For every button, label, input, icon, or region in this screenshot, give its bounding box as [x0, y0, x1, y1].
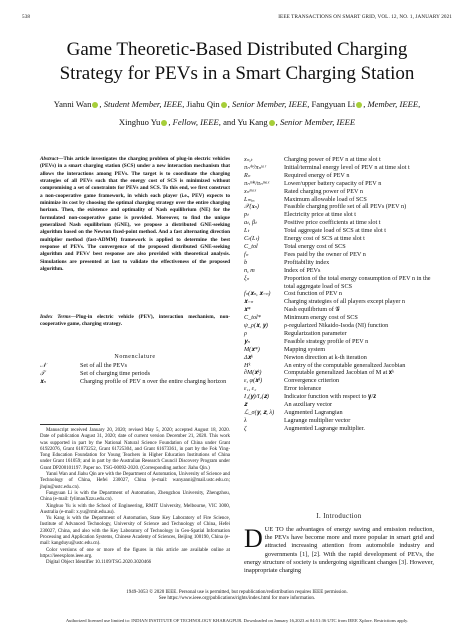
nomenclature-row [244, 425, 434, 433]
nomenclature-symbol: C_tol* [244, 314, 261, 322]
nomenclature-row [244, 330, 434, 338]
nomenclature-heading: Nomenclature [114, 354, 156, 360]
footnote-paragraph: Xinghuo Yu is with the School of Engineering, RMIT University, Melbourne, VIC 3000, Australia (e-mail: x.yu@rmit.edu.au). [40, 503, 230, 515]
nomenclature-symbol: 𝒯 [40, 370, 45, 377]
nomenclature-definition: Index of PEVs [284, 266, 321, 274]
nomenclature-definition: Error tolerance [284, 385, 322, 393]
nomenclature-definition: Charging profile of PEV n over the entire charging horizon [80, 378, 227, 385]
nomenclature-symbol: Lₜ [244, 227, 250, 235]
nomenclature-symbol: M(𝐱*) [244, 345, 260, 353]
orcid-icon[interactable] [269, 120, 275, 126]
orcid-icon[interactable] [356, 102, 362, 108]
nomenclature-row [244, 267, 434, 275]
nomenclature-definition: An auxiliary vector [284, 401, 333, 409]
nomenclature-row [244, 164, 434, 172]
nomenclature-row [244, 290, 434, 298]
nomenclature-definition: Cost function of PEV n [284, 290, 342, 298]
title-line-2: Strategy for PEVs in a Smart Charging Station [59, 63, 415, 84]
nomenclature-symbol: 𝐳 [244, 401, 248, 409]
author-line-2: Xinghuo Yu , Fellow, IEEE, and Yu Kang , Senior Member, IEEE [118, 117, 356, 127]
nomenclature-row [244, 401, 434, 409]
nomenclature-symbol: I₁(𝐲)/I₂(𝐳) [244, 393, 269, 401]
nomenclature-symbol: xₙᵐᵃˣ [244, 187, 257, 195]
nomenclature-row [244, 227, 434, 235]
nomenclature-symbol: ℒ_σ(𝐲, 𝐳, λ) [244, 409, 275, 416]
abstract-text: This article investigates the charging problem of plug-in electric vehicles (PEVs) in a smart charging station (SCS) under a new interaction mechanism that allows the interactions among PEVs. The target is to coordinate the charging strategies of all PEVs such that the energy cost of SCS is minimized without compromising a set of constraints for PEVs and SCS. To this end, we first construct a non-cooperative game framework, in which each player (i.e., PEV) expects to minimize its cost by choosing the optimal charging strategy over the entire charging horizon. Then, the existence and optimality of Nash equilibrium (NE) for the formulated non-cooperative game is provided. Moreover, to find the unique generalized Nash equilibrium (GNE), we propose a distributed GNE-seeking algorithm based on the Newton fixed-point method. And a fast alternating direction multiplier method (fast-ADMM) framework is applied to determine the best response of PEVs. The convergence of the proposed distributed GNE-seeking algorithm and PEVs' best response are also provided with theoretical analysis. Simulations are presented at last to validate the effectiveness of the proposed algorithm. [40, 156, 230, 273]
nomenclature-left [40, 362, 230, 386]
separator: , [182, 99, 187, 109]
license-notice: Authorized licensed use limited to: INDIAN INSTITUTE OF TECHNOLOGY KHARAGPUR. Downloaded on January 16,2023 at 04:51:36 UTC from IEEE Xplore. Restrictions apply. [65, 618, 409, 623]
nomenclature-definition: Set of all the PEVs [80, 362, 128, 369]
author-line-1: Yanni Wan , Student Member, IEEE, Jiahu Qin , Senior Member, IEEE, Fangyuan Li , Member, IEEE, [53, 99, 421, 109]
nomenclature-symbol: Cₜ(Lₜ) [244, 235, 260, 243]
footnote-paragraph: Digital Object Identifier 10.1109/TSG.2020.3020466 [46, 560, 152, 566]
nomenclature-row [40, 370, 230, 378]
nomenclature-symbol: 𝒩 [40, 362, 46, 369]
nomenclature-symbol: Δ𝐱ᵏ [244, 353, 253, 361]
nomenclature-row [244, 393, 434, 401]
nomenclature-definition: Indicator function with respect to 𝐲/𝐳 [284, 393, 377, 401]
nomenclature-symbol: 𝐱₋ₙ [244, 298, 254, 306]
nomenclature-definition: ρ-regularized Nikaido-Isoda (NI) function [284, 322, 389, 330]
nomenclature-symbol: n, m [244, 266, 255, 274]
nomenclature-row [244, 369, 434, 377]
nomenclature-row [244, 306, 434, 314]
nomenclature-row [244, 298, 434, 306]
nomenclature-definition: Positive price coefficients at time slot t [284, 219, 381, 227]
author-role: Fellow, IEEE [172, 117, 219, 127]
footnote-paragraph: Fangyuan Li is with the Department of Automation, Zhengzhou University, Zhengzhou, China (e-mail: fylimaoXzzu.edu.cn). [40, 490, 230, 503]
separator: , and [218, 117, 238, 127]
nomenclature-row [244, 172, 434, 180]
nomenclature-symbol: fₙ [244, 250, 249, 258]
nomenclature-row [40, 362, 230, 370]
section-heading-introduction: I. Introduction [316, 513, 362, 520]
nomenclature-row [244, 235, 434, 243]
nomenclature-row [244, 219, 434, 227]
nomenclature-symbol: πₙⁱⁿⁱ/πₙᵗᵃʳ [244, 163, 266, 171]
author-role: Member, IEEE [367, 99, 419, 109]
author-name: Jiahu Qin [186, 99, 220, 109]
nomenclature-symbol: C_tol [244, 242, 258, 250]
orcid-icon[interactable] [221, 102, 227, 108]
nomenclature-definition: Augmented Lagrange multiplier. [284, 424, 365, 432]
nomenclature-row [244, 314, 434, 322]
nomenclature-row [244, 188, 434, 196]
nomenclature-symbol: 𝐱* [244, 306, 251, 314]
orcid-icon[interactable] [161, 120, 167, 126]
footnote-divider [40, 424, 100, 425]
nomenclature-row [244, 275, 434, 291]
nomenclature-symbol: ζ [244, 424, 247, 432]
nomenclature-definition: Profitability index [284, 258, 330, 266]
nomenclature-definition: Set of charging time periods [80, 370, 150, 377]
nomenclature-definition: Energy cost of SCS at time slot t [284, 235, 365, 243]
nomenclature-definition: Feasible strategy profile of PEV n [284, 337, 369, 345]
author-name: Xinghuo Yu [118, 117, 161, 127]
nomenclature-row [40, 378, 230, 386]
copyright-line-2[interactable]: See https://www.ieee.org/publications/rights/index.html for more information. [158, 596, 316, 602]
nomenclature-row [244, 243, 434, 251]
index-terms-text: Plug-in electric vehicle (PEV), interaction mechanism, non-cooperative game, charging strategy. [40, 314, 230, 328]
nomenclature-row [244, 417, 434, 425]
nomenclature-definition: Charging power of PEV n at time slot t [284, 156, 381, 163]
nomenclature-definition: Electricity price at time slot t [284, 211, 356, 219]
nomenclature-definition: Minimum energy cost of SCS [284, 314, 358, 322]
nomenclature-symbol: 𝐲ₙ [244, 337, 250, 345]
nomenclature-symbol: λ [244, 416, 247, 424]
introduction-text [244, 526, 434, 575]
nomenclature-row [244, 322, 434, 330]
nomenclature-row [244, 362, 434, 370]
nomenclature-row [244, 377, 434, 385]
nomenclature-definition: Mapping system [284, 345, 326, 353]
nomenclature-row [244, 196, 434, 204]
copyright-notice [20, 590, 454, 603]
abstract-dash: — [58, 156, 64, 162]
nomenclature-definition: Maximum allowable load of SCS [284, 195, 367, 203]
nomenclature-symbol: Hᵏ [244, 361, 251, 369]
nomenclature-definition: Nash equilibrium of 𝒢 [284, 306, 340, 314]
nomenclature-symbol: ∂M(𝐱ᵏ) [244, 369, 262, 377]
nomenclature-row [244, 354, 434, 362]
nomenclature-symbol: πₙᵐⁱⁿ/πₙᵐᵃˣ [244, 179, 270, 187]
introduction-body: UE TO the advantages of energy saving and emission reduction, the PEVs have become more and more popular in smart grid and attracted increasing attention from automobile industry and governments [1], [2]. With the rapid development of PEVs, the energy structure of society is undergoing significant changes [3]. However, inappropriate charging [244, 526, 434, 575]
nomenclature-row [244, 203, 434, 211]
nomenclature-definition: Regularization parameter [284, 329, 347, 337]
drop-cap: D [244, 524, 263, 553]
nomenclature-symbol: Rₙ [244, 171, 251, 179]
nomenclature-definition: Total energy cost of SCS [284, 242, 346, 250]
nomenclature-symbol: ψ_ρ(𝐱, 𝐲) [244, 322, 268, 330]
nomenclature-symbol: 𝒳(𝐱ₙ) [244, 203, 259, 211]
nomenclature-symbol: ξₙ [244, 274, 250, 282]
journal-name: IEEE TRANSACTIONS ON SMART GRID, VOL. 12, NO. 1, JANUARY 2021 [278, 14, 452, 20]
nomenclature-symbol: ε₁, ε₂ [244, 385, 257, 393]
nomenclature-row [244, 180, 434, 188]
author-name: Yu Kang [237, 117, 268, 127]
nomenclature-symbol: b [244, 258, 248, 266]
running-header [22, 14, 452, 24]
nomenclature-definition: Proportion of the total energy consumption of PEV n in the total aggregate load of SCS [284, 274, 431, 290]
nomenclature-definition: Lagrange multiplier vector [284, 416, 351, 424]
nomenclature-definition: Newton direction at k-th iteration [284, 353, 367, 361]
nomenclature-definition: Total aggregate load of SCS at time slot t [284, 227, 386, 235]
nomenclature-symbol: pₜ [244, 211, 249, 219]
author-name: Fangyuan Li [311, 99, 356, 109]
nomenclature-definition: Required energy of PEV n [284, 171, 350, 179]
author-role: Student Member, IEEE [103, 99, 183, 109]
nomenclature-definition: Lower/upper battery capacity of PEV n [284, 179, 382, 187]
nomenclature-symbol: Lₘₐₓ [244, 195, 255, 203]
nomenclature-row [244, 156, 434, 164]
nomenclature-row [244, 211, 434, 219]
abstract-label: Abstract [40, 156, 59, 162]
nomenclature-row [244, 251, 434, 259]
nomenclature-symbol: xₙ,ₜ [244, 156, 253, 163]
nomenclature-definition: Charging strategies of all players except player n [284, 298, 406, 306]
abstract [40, 156, 230, 274]
nomenclature-definition: Rated charging power of PEV n [284, 187, 363, 195]
orcid-icon[interactable] [92, 102, 98, 108]
nomenclature-row [244, 338, 434, 346]
footnote-paragraph: Yanni Wan and Jiahu Qin are with the Department of Automation, University of Science and Technology of China, Hefei 230027, China (e-mail: wanyanni@mail.ustc.edu.cn; jhqin@ustc.edu.cn). [40, 472, 230, 490]
copyright-line-1: 1949-3053 © 2020 IEEE. Personal use is permitted, but republication/redistribution requires IEEE permission. [126, 590, 348, 595]
index-terms-dash: — [70, 314, 76, 320]
author-role: Senior Member, IEEE [232, 99, 308, 109]
nomenclature-definition: Initial/terminal energy level of PEV n at time slot t [284, 163, 410, 171]
author-role: Senior Member, IEEE [279, 117, 356, 127]
nomenclature-row [244, 409, 434, 417]
separator: , [307, 99, 312, 109]
footnotes [40, 428, 230, 567]
nomenclature-symbol: ρ [244, 329, 247, 337]
nomenclature-symbol: aₜ, βₜ [244, 219, 257, 227]
nomenclature-row [244, 346, 434, 354]
nomenclature-row [244, 385, 434, 393]
author-list [20, 95, 454, 131]
nomenclature-definition: An entry of the computable generalized Jacobian [284, 361, 406, 369]
nomenclature-symbol: 𝐱ₙ [40, 378, 46, 385]
nomenclature-symbol: fₙ(𝐱ₙ, 𝐱₋ₙ) [244, 290, 271, 298]
nomenclature-definition: Feasible charging profile set of all PEVs (PEV n) [284, 203, 407, 211]
nomenclature-definition: Fees paid by the owner of PEV n [284, 250, 366, 258]
nomenclature-symbol: ε, φ(𝐱ᵏ) [244, 377, 263, 385]
title-line-1: Game Theoretic-Based Distributed Charging [66, 39, 408, 60]
footnote-paragraph: Color versions of one or more of the figures in this article are available online at https://ieeexplore.ieee.org. [40, 547, 230, 559]
nomenclature-definition: Augmented Lagrangian [284, 409, 343, 416]
index-terms [40, 314, 230, 329]
footnote-paragraph: Manuscript received January 20, 2020; revised May 5, 2020; accepted August 18, 2020. Date of publication August 31, 2020; date of current version December 21, 2020. This work was supported in part by the National Natural Science Foundation of China under Grant 61922076, Grant 61873252, Grant 61725304, and Grant 61673361, in part by the Fok Ying-Tong Education Foundation for Young Teachers in Higher Education Institutions of China under Grant 161059; and in part by the Australian Research Council Discovery Program under Grant DP200101197. Paper no. TSG-00092-2020. (Corresponding author: Jiahu Qin.) [40, 428, 230, 471]
nomenclature-definition: Convergence criterion [284, 377, 340, 385]
index-terms-label: Index Terms [40, 314, 71, 320]
nomenclature-definition: Computable generalized Jacobian of M at 𝐱ᵏ [284, 369, 395, 377]
nomenclature-row [244, 259, 434, 267]
footnote-paragraph: Yu Kang is with the Department of Automation, State Key Laboratory of Fire Science, Institute of Advanced Technology, University of Science and Technology of China, Hefei 230027, China, and also with the Key Laboratory of Technology in Geo-Spatial Information Processing and Application Systems, Chinese Academy of Sciences, Beijing 100190, China (e-mail: kangduyu@ustc.edu.cn). [40, 516, 230, 547]
author-name: Yanni Wan [53, 99, 92, 109]
paper-title [20, 38, 454, 86]
nomenclature-right [244, 156, 434, 433]
page-number: 538 [22, 14, 31, 20]
